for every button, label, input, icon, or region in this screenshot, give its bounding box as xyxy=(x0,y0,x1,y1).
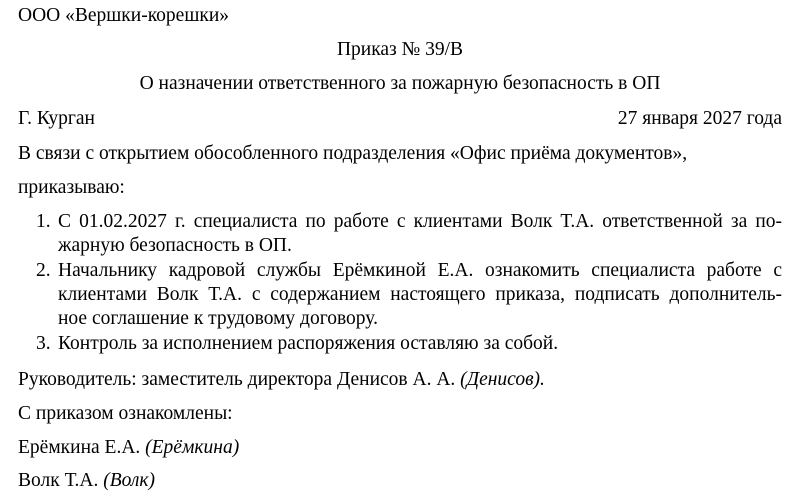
order-word: приказываю: xyxy=(18,177,125,198)
head-label: Руководитель: заместитель директора Денисов А. А. xyxy=(18,369,456,390)
acquainted-row xyxy=(18,469,782,493)
head-signature-line xyxy=(18,368,782,392)
preamble: В связи с открытием обособленного подразделения «Офис приёма документов», xyxy=(18,143,688,164)
item-text-line: клиентами Волк Т.А. с содержанием настоящего приказа, подписать дополнитель- xyxy=(58,284,782,305)
item-text-line: ное соглашение к трудовому договору. xyxy=(58,308,378,329)
order-title: Приказ № 39/В xyxy=(336,39,464,60)
item-number: 2. xyxy=(36,260,51,281)
order-item-1 xyxy=(36,210,782,258)
order-subject: О назначении ответственного за пожарную безопасность в ОП xyxy=(139,73,661,94)
acquainted-label: С приказом ознакомлены: xyxy=(18,403,233,424)
acquainted-name: Волк Т.А. xyxy=(18,470,99,491)
item-text-line: Начальнику кадровой службы Ерёмкиной Е.А. ознакомить специалиста работе с xyxy=(58,260,782,281)
city: Г. Курган xyxy=(18,108,95,129)
head-signature: (Денисов). xyxy=(460,369,545,390)
acquainted-name: Ерёмкина Е.А. xyxy=(18,437,141,458)
item-text-line: Контроль за исполнением распоряжения оставляю за собой. xyxy=(58,333,559,354)
order-item-3 xyxy=(36,332,782,356)
acquainted-signature: (Ерёмкина) xyxy=(145,437,240,458)
acquainted-signature: (Волк) xyxy=(103,470,156,491)
order-item-2 xyxy=(36,259,782,331)
item-number: 3. xyxy=(36,333,51,354)
organization-name: ООО «Вершки-корешки» xyxy=(18,5,230,26)
item-number: 1. xyxy=(36,211,51,232)
item-text-line: С 01.02.2027 г. специалиста по работе с клиентами Волк Т.А. ответственной за по- xyxy=(58,211,782,232)
item-text xyxy=(58,210,782,258)
order-date: 27 января 2027 года xyxy=(617,108,782,129)
city-date-row xyxy=(18,107,782,131)
item-text-line: жарную безопасность в ОП. xyxy=(58,235,292,256)
acquainted-row xyxy=(18,436,782,460)
item-text xyxy=(58,259,782,331)
item-text xyxy=(58,332,782,356)
